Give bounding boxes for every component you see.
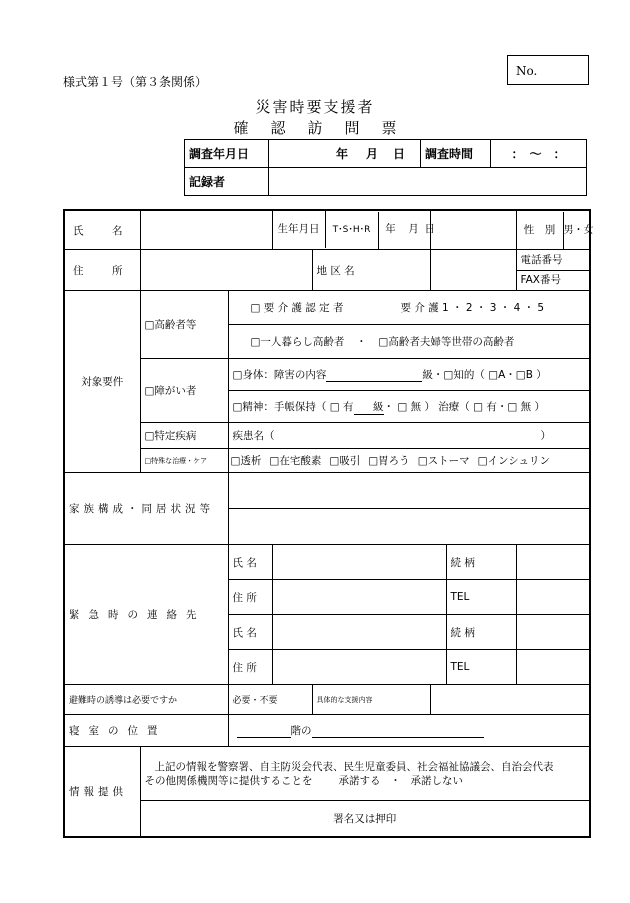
care-cert-row[interactable]: □ 要 介 護 認 定 者 要 介 護 1 ・ 2 ・ 3 ・ 4 ・ 5 <box>228 291 590 325</box>
district-label: 地 区 名 <box>312 250 430 291</box>
name-field[interactable] <box>140 210 272 250</box>
emergency-relation-field-1[interactable] <box>516 545 590 580</box>
emergency-address-field-2[interactable] <box>272 650 446 685</box>
bedroom-label: 寝室の位置 <box>64 715 228 747</box>
disease-label[interactable]: □特定疾病 <box>140 423 228 449</box>
survey-table <box>184 139 587 196</box>
birthdate-tail <box>430 210 516 250</box>
gender-field[interactable]: 性 別 男・女 <box>516 210 590 250</box>
emergency-label: 緊急時の連絡先 <box>64 545 228 685</box>
physical-disability-row[interactable]: □身体：障害の内容 級・□知的（ □A・□B ） <box>228 359 590 391</box>
special-care-label[interactable]: □特殊な治療・ケア <box>140 449 228 473</box>
family-field-1[interactable] <box>228 473 590 509</box>
address-field[interactable] <box>140 250 312 291</box>
special-care-row[interactable] <box>228 449 590 473</box>
signature-field[interactable]: 署名又は押印 <box>140 801 590 837</box>
care-option-insulin[interactable]: □インシュリン <box>477 455 551 467</box>
form-reference: 様式第１号（第３条関係） <box>63 75 208 89</box>
emergency-tel-field-2[interactable] <box>516 650 590 685</box>
emergency-address-label-2: 住 所 <box>228 650 272 685</box>
elderly-label[interactable]: □高齢者等 <box>140 291 228 359</box>
disability-label[interactable]: □障がい者 <box>140 359 228 423</box>
main-form-table <box>63 209 594 838</box>
requirements-label: 対象要件 <box>64 291 140 473</box>
family-label: 家族構成・同居状況等 <box>64 473 228 545</box>
emergency-relation-label-2: 続 柄 <box>446 615 516 650</box>
emergency-relation-field-2[interactable] <box>516 615 590 650</box>
evacuation-options[interactable]: 必要・不要 <box>228 685 312 715</box>
emergency-name-field-1[interactable] <box>272 545 446 580</box>
evacuation-question: 避難時の誘導は必要ですか <box>64 685 228 715</box>
care-option-gastrostomy[interactable]: □胃ろう <box>368 455 410 467</box>
title-line-1: 災害時要支援者 <box>255 98 375 116</box>
care-option-suction[interactable]: □吸引 <box>329 455 361 467</box>
district-field[interactable] <box>430 250 516 291</box>
household-row[interactable]: □一人暮らし高齢者 ・ □高齢者夫婦等世帯の高齢者 <box>228 325 590 359</box>
emergency-address-label-1: 住 所 <box>228 580 272 615</box>
consent-option[interactable]: 承諾する <box>338 774 381 787</box>
form-number-box: No. <box>507 55 589 85</box>
bedroom-field[interactable]: 階の <box>228 715 590 747</box>
mental-disability-row[interactable]: □精神：手帳保持（ □ 有 級・ □ 無 ） 治療（ □ 有・□ 無 ） <box>228 391 590 423</box>
emergency-tel-label-1: TEL <box>446 580 516 615</box>
family-field-2[interactable] <box>228 509 590 545</box>
recorder-field[interactable] <box>269 168 587 196</box>
emergency-address-field-1[interactable] <box>272 580 446 615</box>
emergency-relation-label-1: 続 柄 <box>446 545 516 580</box>
recorder-label: 記録者 <box>185 168 269 196</box>
survey-time-label: 調査時間 <box>421 140 491 168</box>
disease-field[interactable]: 疾患名（ ） <box>228 423 590 449</box>
survey-date-label: 調査年月日 <box>185 140 269 168</box>
survey-date-field[interactable]: 年 月 日 <box>269 140 421 168</box>
care-option-stoma[interactable]: □ストーマ <box>417 455 470 467</box>
title-line-2: 確認訪問票 <box>233 119 419 137</box>
care-option-oxygen[interactable]: □在宅酸素 <box>269 455 322 467</box>
address-label: 住 所 <box>64 250 140 291</box>
emergency-name-label-1: 氏 名 <box>228 545 272 580</box>
care-option-dialysis[interactable]: □透析 <box>230 455 262 467</box>
emergency-name-field-2[interactable] <box>272 615 446 650</box>
phone-fax-block[interactable] <box>516 250 590 291</box>
evacuation-detail-label: 具体的な支援内容 <box>312 685 430 715</box>
emergency-name-label-2: 氏 名 <box>228 615 272 650</box>
info-consent-text: 上記の情報を警察署、自主防災会代表、民生児童委員、社会福祉協議会、自治会代表 その他関係機関等に提供することを 承諾する ・ 承諾しない <box>140 747 590 801</box>
birthdate-field[interactable]: 生年月日 T･S･H･R 年 月 日 <box>272 210 430 250</box>
emergency-tel-label-2: TEL <box>446 650 516 685</box>
emergency-tel-field-1[interactable] <box>516 580 590 615</box>
survey-time-field[interactable]: ： 〜 ： <box>491 140 587 168</box>
refuse-option[interactable]: 承諾しない <box>410 774 463 787</box>
phone-label: 電話番号 <box>517 250 590 271</box>
info-provision-label: 情報提供 <box>64 747 140 837</box>
fax-label: FAX番号 <box>520 274 561 286</box>
evacuation-detail-field[interactable] <box>430 685 590 715</box>
name-label: 氏 名 <box>64 210 140 250</box>
